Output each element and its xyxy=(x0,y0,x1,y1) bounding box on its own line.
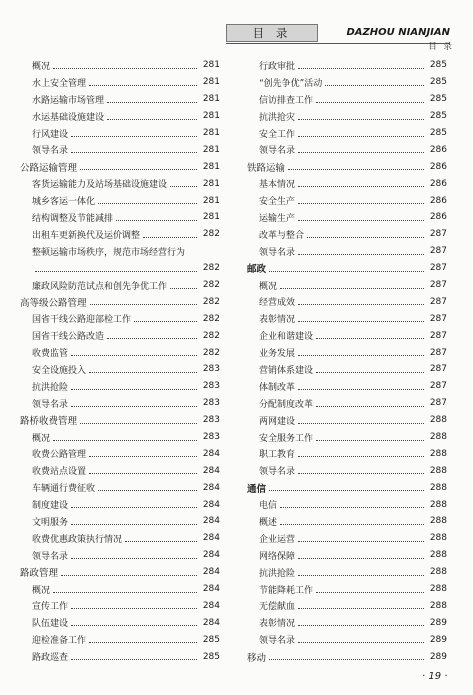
toc-entry[interactable] xyxy=(20,462,220,479)
toc-entry[interactable] xyxy=(247,395,447,412)
toc-entry-title: 无偿献血 xyxy=(259,602,296,613)
dot-leader xyxy=(298,136,424,137)
toc-entry-page: 281 xyxy=(202,60,220,71)
toc-entry-title: 文明服务 xyxy=(32,517,69,528)
toc-entry[interactable] xyxy=(247,192,447,209)
toc-column-right xyxy=(247,57,447,665)
toc-section-entry[interactable] xyxy=(247,260,447,277)
toc-column-left xyxy=(20,57,220,665)
dot-leader xyxy=(71,355,197,356)
toc-entry-title: 廉政风险防范试点和创先争优工作 xyxy=(32,281,168,292)
toc-entry[interactable] xyxy=(247,445,447,462)
toc-entry[interactable] xyxy=(20,631,220,648)
toc-entry-page: 281 xyxy=(202,178,220,189)
dot-leader xyxy=(71,608,197,609)
dot-leader xyxy=(53,440,197,441)
toc-entry-page: 282 xyxy=(202,296,220,307)
toc-entry[interactable] xyxy=(247,277,447,294)
toc-section-entry[interactable] xyxy=(247,648,447,665)
toc-entry-title: 运输生产 xyxy=(259,213,296,224)
dot-leader xyxy=(61,575,197,576)
toc-entry-title: 业务发展 xyxy=(259,349,296,360)
toc-entry-title: 行政审批 xyxy=(259,61,296,72)
toc-entry-title: 水路运输市场管理 xyxy=(32,95,105,106)
toc-entry[interactable] xyxy=(20,226,220,243)
dot-leader xyxy=(89,372,197,373)
toc-entry[interactable] xyxy=(247,125,447,142)
dot-leader xyxy=(316,372,424,373)
dot-leader xyxy=(325,85,424,86)
toc-entry[interactable] xyxy=(20,277,220,294)
toc-entry[interactable] xyxy=(247,564,447,581)
toc-entry-title: 抗洪抢险 xyxy=(32,382,69,393)
dot-leader xyxy=(71,389,197,390)
dot-leader xyxy=(89,456,197,457)
toc-entry-title: “创先争优”活动 xyxy=(259,78,323,89)
toc-entry-page: 285 xyxy=(202,634,220,645)
dot-leader xyxy=(298,152,424,153)
toc-entry[interactable] xyxy=(20,209,220,226)
toc-entry[interactable] xyxy=(247,412,447,429)
toc-entry-page: 281 xyxy=(202,212,220,223)
toc-entry-title: 整顿运输市场秩序，规范市场经营行为 xyxy=(32,247,186,258)
toc-entry-page: 282 xyxy=(202,347,220,358)
toc-entry-page: 287 xyxy=(429,280,447,291)
dot-leader xyxy=(298,389,424,390)
toc-entry-title: 网络保障 xyxy=(259,551,296,562)
toc-entry-page: 283 xyxy=(202,415,220,426)
toc-entry-title: 领导名录 xyxy=(259,247,296,258)
toc-entry-title: 路桥收费管理 xyxy=(20,416,78,428)
toc-entry-page: 288 xyxy=(429,516,447,527)
toc-entry-page: 281 xyxy=(202,128,220,138)
toc-entry-title: 移动 xyxy=(247,652,267,664)
dot-leader xyxy=(125,541,197,542)
toc-entry-page: 281 xyxy=(202,195,220,206)
toc-entry-page: 287 xyxy=(429,296,447,307)
dot-leader xyxy=(98,490,197,491)
toc-entry[interactable] xyxy=(247,74,447,91)
toc-entry[interactable] xyxy=(20,310,220,327)
toc-entry-title: 国省干线公路迎部检工作 xyxy=(32,315,132,326)
toc-entry-page: 288 xyxy=(429,482,447,493)
toc-entry-page: 282 xyxy=(202,313,220,324)
toc-section-entry[interactable] xyxy=(20,412,220,429)
toc-entry-title: 迎检准备工作 xyxy=(32,636,87,647)
dot-leader xyxy=(71,406,197,407)
toc-entry[interactable] xyxy=(247,361,447,378)
dot-leader xyxy=(53,592,197,593)
dot-leader xyxy=(107,102,197,103)
toc-entry-page: 288 xyxy=(429,465,447,476)
toc-entry-title: 通信 xyxy=(247,483,267,495)
toc-entry[interactable] xyxy=(20,91,220,108)
toc-entry-page: 289 xyxy=(429,634,447,645)
dot-leader xyxy=(89,642,197,643)
toc-entry[interactable] xyxy=(20,530,220,547)
dot-leader xyxy=(307,237,424,238)
dot-leader xyxy=(298,321,424,322)
toc-entry-title: 企业和谐建设 xyxy=(259,332,314,343)
toc-entry-title: 高等级公路管理 xyxy=(20,297,87,309)
dot-leader xyxy=(298,473,424,474)
dot-leader xyxy=(298,254,424,255)
toc-entry-page: 287 xyxy=(429,246,447,257)
page-number: · 19 · xyxy=(422,671,448,682)
toc-entry-title: 收费站点设置 xyxy=(32,467,87,478)
toc-entry-title: 路政管理 xyxy=(20,568,59,580)
toc-entry-title: 领导名录 xyxy=(32,399,69,410)
toc-section-entry[interactable] xyxy=(247,158,447,175)
toc-entry-page: 289 xyxy=(429,617,447,628)
toc-entry-title: 基本情况 xyxy=(259,180,296,191)
toc-entry-title: 安全设施投入 xyxy=(32,365,87,376)
toc-entry-page: 287 xyxy=(429,313,447,324)
toc-entry-title: 经营成效 xyxy=(259,298,296,309)
toc-entry-page: 284 xyxy=(202,465,220,476)
dot-leader xyxy=(71,659,197,660)
toc-entry-title: 安全工作 xyxy=(259,129,296,140)
dot-leader xyxy=(298,558,424,559)
toc-entry[interactable] xyxy=(20,513,220,530)
toc-entry[interactable] xyxy=(20,581,220,598)
toc-entry-page: 285 xyxy=(429,60,447,71)
toc-entry-page: 282 xyxy=(202,280,220,291)
dot-leader xyxy=(71,558,197,559)
toc-entry-page: 284 xyxy=(202,482,220,493)
toc-entry-title: 城乡客运一体化 xyxy=(32,197,96,208)
toc-entry-title: 电信 xyxy=(259,501,278,512)
dot-leader xyxy=(107,338,197,339)
dot-leader xyxy=(280,288,424,289)
toc-entry[interactable] xyxy=(247,581,447,598)
toc-entry-page: 284 xyxy=(202,550,220,561)
toc-entry[interactable] xyxy=(247,327,447,344)
toc-entry[interactable] xyxy=(247,496,447,513)
toc-entry-page: 284 xyxy=(202,584,220,595)
toc-entry[interactable] xyxy=(20,598,220,615)
section-label: 目 录 xyxy=(428,42,454,52)
toc-entry-page: 289 xyxy=(429,651,447,662)
toc-entry[interactable] xyxy=(247,141,447,158)
toc-entry[interactable] xyxy=(247,243,447,260)
toc-entry-title: 概况 xyxy=(32,585,51,596)
toc-entry[interactable] xyxy=(20,648,220,665)
dot-leader xyxy=(316,440,424,441)
dot-leader xyxy=(316,406,424,407)
toc-entry-page: 286 xyxy=(429,178,447,189)
toc-entry-page: 285 xyxy=(429,77,447,88)
toc-entry-page: 288 xyxy=(429,600,447,611)
dot-leader xyxy=(316,592,424,593)
toc-entry-title: 领导名录 xyxy=(259,146,296,157)
toc-entry-title: 概况 xyxy=(259,281,278,292)
toc-entry-page: 288 xyxy=(429,499,447,510)
toc-entry-page: 286 xyxy=(429,212,447,223)
toc-entry-title: 职工教育 xyxy=(259,450,296,461)
toc-entry-title: 安全服务工作 xyxy=(259,433,314,444)
dot-leader xyxy=(134,321,197,322)
dot-leader xyxy=(80,423,197,424)
toc-entry-page: 286 xyxy=(429,195,447,206)
toc-entry-title: 行风建设 xyxy=(32,129,69,140)
dot-leader xyxy=(89,473,197,474)
toc-entry-title: 概况 xyxy=(32,61,51,72)
dot-leader xyxy=(298,220,424,221)
toc-entry-page: 284 xyxy=(202,499,220,510)
dot-leader xyxy=(170,186,197,187)
toc-entry[interactable] xyxy=(20,243,220,260)
dot-leader xyxy=(298,304,424,305)
dot-leader xyxy=(269,490,424,491)
toc-entry-page: 284 xyxy=(202,617,220,628)
toc-entry-title: 抗洪抢灾 xyxy=(259,112,296,123)
toc-entry-page: 287 xyxy=(429,364,447,375)
toc-entry-page: 288 xyxy=(429,550,447,561)
toc-entry-page: 288 xyxy=(429,432,447,443)
toc-entry[interactable] xyxy=(20,125,220,142)
toc-entry-title: 两网建设 xyxy=(259,416,296,427)
toc-entry-title: 宣传工作 xyxy=(32,602,69,613)
toc-entry-title: 铁路运输 xyxy=(247,162,286,174)
toc-entry-page: 288 xyxy=(429,567,447,578)
toc-entry-title: 改革与整合 xyxy=(259,230,305,241)
toc-entry-page: 282 xyxy=(202,263,220,274)
toc-entry[interactable] xyxy=(247,631,447,648)
toc-entry-title: 客货运输能力及站场基础设施建设 xyxy=(32,180,168,191)
toc-entry-page: 287 xyxy=(429,229,447,240)
toc-entry[interactable] xyxy=(20,361,220,378)
toc-entry-title: 邮政 xyxy=(247,264,267,276)
toc-entry[interactable] xyxy=(20,614,220,631)
toc-entry-title: 国省干线公路改造 xyxy=(32,332,105,343)
toc-entry[interactable] xyxy=(20,327,220,344)
toc-entry[interactable] xyxy=(247,378,447,395)
toc-section-entry[interactable] xyxy=(247,479,447,496)
dot-leader xyxy=(316,338,424,339)
toc-entry[interactable] xyxy=(247,547,447,564)
toc-entry-title: 收费监管 xyxy=(32,349,69,360)
toc-entry-page: 281 xyxy=(202,111,220,122)
toc-entry-title: 公路运输管理 xyxy=(20,162,78,174)
toc-entry-title: 水运基础设施建设 xyxy=(32,112,105,123)
toc-entry[interactable] xyxy=(20,547,220,564)
toc-entry[interactable] xyxy=(247,209,447,226)
dot-leader xyxy=(280,524,424,525)
toc-entry-title: 企业运营 xyxy=(259,534,296,545)
toc-entry[interactable] xyxy=(247,344,447,361)
toc-entry-title: 制度建设 xyxy=(32,501,69,512)
toc-entry-page: 285 xyxy=(429,94,447,105)
toc-entry[interactable] xyxy=(20,395,220,412)
dot-leader xyxy=(298,575,424,576)
header-title: 目 录 xyxy=(226,24,318,42)
dot-leader xyxy=(71,524,197,525)
dot-leader xyxy=(90,304,197,305)
toc-entry-title: 车辆通行费征收 xyxy=(32,484,96,495)
toc-entry-page: 283 xyxy=(202,364,220,375)
toc-entry-title: 领导名录 xyxy=(259,636,296,647)
toc-entry[interactable] xyxy=(247,226,447,243)
toc-entry-page: 283 xyxy=(202,432,220,443)
dot-leader xyxy=(298,642,424,643)
toc-entry-title: 节能降耗工作 xyxy=(259,585,314,596)
toc-entry-page: 287 xyxy=(429,398,447,409)
dot-leader xyxy=(298,608,424,609)
toc-entry-title: 表彰情况 xyxy=(259,315,296,326)
toc-entry[interactable] xyxy=(247,429,447,446)
toc-entry-page: 284 xyxy=(202,567,220,578)
dot-leader xyxy=(298,68,424,69)
toc-entry-page: 283 xyxy=(202,381,220,392)
dot-leader xyxy=(298,423,424,424)
dot-leader xyxy=(298,625,424,626)
toc-entry-title: 路政巡查 xyxy=(32,653,69,664)
toc-entry-page: 283 xyxy=(202,398,220,409)
dot-leader xyxy=(107,119,197,120)
toc-entry[interactable] xyxy=(20,175,220,192)
toc-entry[interactable] xyxy=(20,445,220,462)
toc-entry-title: 分配制度改革 xyxy=(259,399,314,410)
dot-leader xyxy=(71,136,197,137)
dot-leader xyxy=(71,507,197,508)
toc-entry[interactable] xyxy=(247,614,447,631)
toc-entry[interactable] xyxy=(247,310,447,327)
toc-entry-title: 营销体系建设 xyxy=(259,365,314,376)
dot-leader xyxy=(298,355,424,356)
toc-entry[interactable] xyxy=(20,57,220,74)
toc-section-entry[interactable] xyxy=(20,293,220,310)
toc-entry-page: 282 xyxy=(202,229,220,240)
toc-entry-page: 285 xyxy=(429,128,447,138)
toc-entry-page: 284 xyxy=(202,533,220,544)
toc-entry-page: 288 xyxy=(429,533,447,544)
toc-entry-page: 284 xyxy=(202,516,220,527)
dot-leader xyxy=(53,68,197,69)
dot-leader xyxy=(170,288,197,289)
dot-leader xyxy=(288,169,424,170)
dot-leader xyxy=(143,237,197,238)
dot-leader xyxy=(280,507,424,508)
toc-entry[interactable] xyxy=(20,378,220,395)
toc-entry-page: 281 xyxy=(202,161,220,172)
header-title-en: DAZHOU NIANJIAN xyxy=(346,27,450,38)
toc-entry-title: 安全生产 xyxy=(259,197,296,208)
toc-entry-page: 284 xyxy=(202,448,220,459)
toc-entry-page: 281 xyxy=(202,94,220,105)
toc-entry-page: 281 xyxy=(202,77,220,88)
dot-leader xyxy=(89,85,197,86)
toc-entry[interactable] xyxy=(247,108,447,125)
dot-leader xyxy=(298,119,424,120)
toc-entry[interactable] xyxy=(20,344,220,361)
toc-entry-title: 体制改革 xyxy=(259,382,296,393)
toc-entry-title: 出租车更新换代及运价调整 xyxy=(32,230,141,241)
toc-entry[interactable] xyxy=(247,57,447,74)
toc-entry[interactable] xyxy=(247,462,447,479)
toc-entry-page: 287 xyxy=(429,263,447,274)
toc-entry[interactable] xyxy=(20,429,220,446)
toc-entry[interactable] xyxy=(20,192,220,209)
toc-entry-title: 概况 xyxy=(32,433,51,444)
toc-entry-title: 收费优惠政策执行情况 xyxy=(32,534,123,545)
dot-leader xyxy=(35,271,197,272)
dot-leader xyxy=(298,203,424,204)
toc-entry-title: 结构调整及节能减排 xyxy=(32,213,114,224)
dot-leader xyxy=(116,220,197,221)
toc-entry[interactable] xyxy=(20,74,220,91)
toc-entry-page: 285 xyxy=(202,651,220,662)
toc-section-entry[interactable] xyxy=(20,158,220,175)
toc-section-entry[interactable] xyxy=(20,564,220,581)
toc-entry[interactable] xyxy=(247,530,447,547)
dot-leader xyxy=(98,203,197,204)
toc-entry-title: 收费公路管理 xyxy=(32,450,87,461)
toc-entry-title: 抗洪抢险 xyxy=(259,568,296,579)
toc-entry[interactable] xyxy=(247,175,447,192)
toc-entry-page: 287 xyxy=(429,347,447,358)
dot-leader xyxy=(269,271,424,272)
toc-entry[interactable] xyxy=(247,293,447,310)
toc-entry-page: 282 xyxy=(202,330,220,341)
toc-entry[interactable] xyxy=(20,141,220,158)
toc-entry-page: 284 xyxy=(202,600,220,611)
toc-entry[interactable] xyxy=(20,496,220,513)
toc-entry-page: 286 xyxy=(429,144,447,155)
dot-leader xyxy=(298,541,424,542)
toc-entry[interactable] xyxy=(20,479,220,496)
toc-entry-page: 288 xyxy=(429,584,447,595)
toc-entry-page: 281 xyxy=(202,144,220,155)
toc-entry[interactable] xyxy=(247,513,447,530)
dot-leader xyxy=(71,625,197,626)
dot-leader xyxy=(298,456,424,457)
toc-entry[interactable] xyxy=(247,91,447,108)
toc-entry-page: 285 xyxy=(429,111,447,122)
dot-leader xyxy=(80,169,197,170)
toc-entry-title: 队伍建设 xyxy=(32,619,69,630)
toc-entry-page: 288 xyxy=(429,415,447,426)
toc-entry-page: 288 xyxy=(429,448,447,459)
toc-entry[interactable] xyxy=(20,108,220,125)
toc-entry-title: 领导名录 xyxy=(32,146,69,157)
toc-entry-title: 领导名录 xyxy=(32,551,69,562)
toc-entry[interactable] xyxy=(20,260,220,277)
dot-leader xyxy=(316,102,424,103)
dot-leader xyxy=(71,152,197,153)
toc-entry-page: 287 xyxy=(429,330,447,341)
toc-entry-title: 领导名录 xyxy=(259,467,296,478)
dot-leader xyxy=(269,659,424,660)
toc-entry-page: 287 xyxy=(429,381,447,392)
dot-leader xyxy=(298,186,424,187)
toc-entry-title: 水上安全管理 xyxy=(32,78,87,89)
toc-entry-title: 概述 xyxy=(259,517,278,528)
toc-entry-title: 信访排查工作 xyxy=(259,95,314,106)
toc-entry-title: 表彰情况 xyxy=(259,619,296,630)
toc-entry-page: 286 xyxy=(429,161,447,172)
toc-entry[interactable] xyxy=(247,598,447,615)
